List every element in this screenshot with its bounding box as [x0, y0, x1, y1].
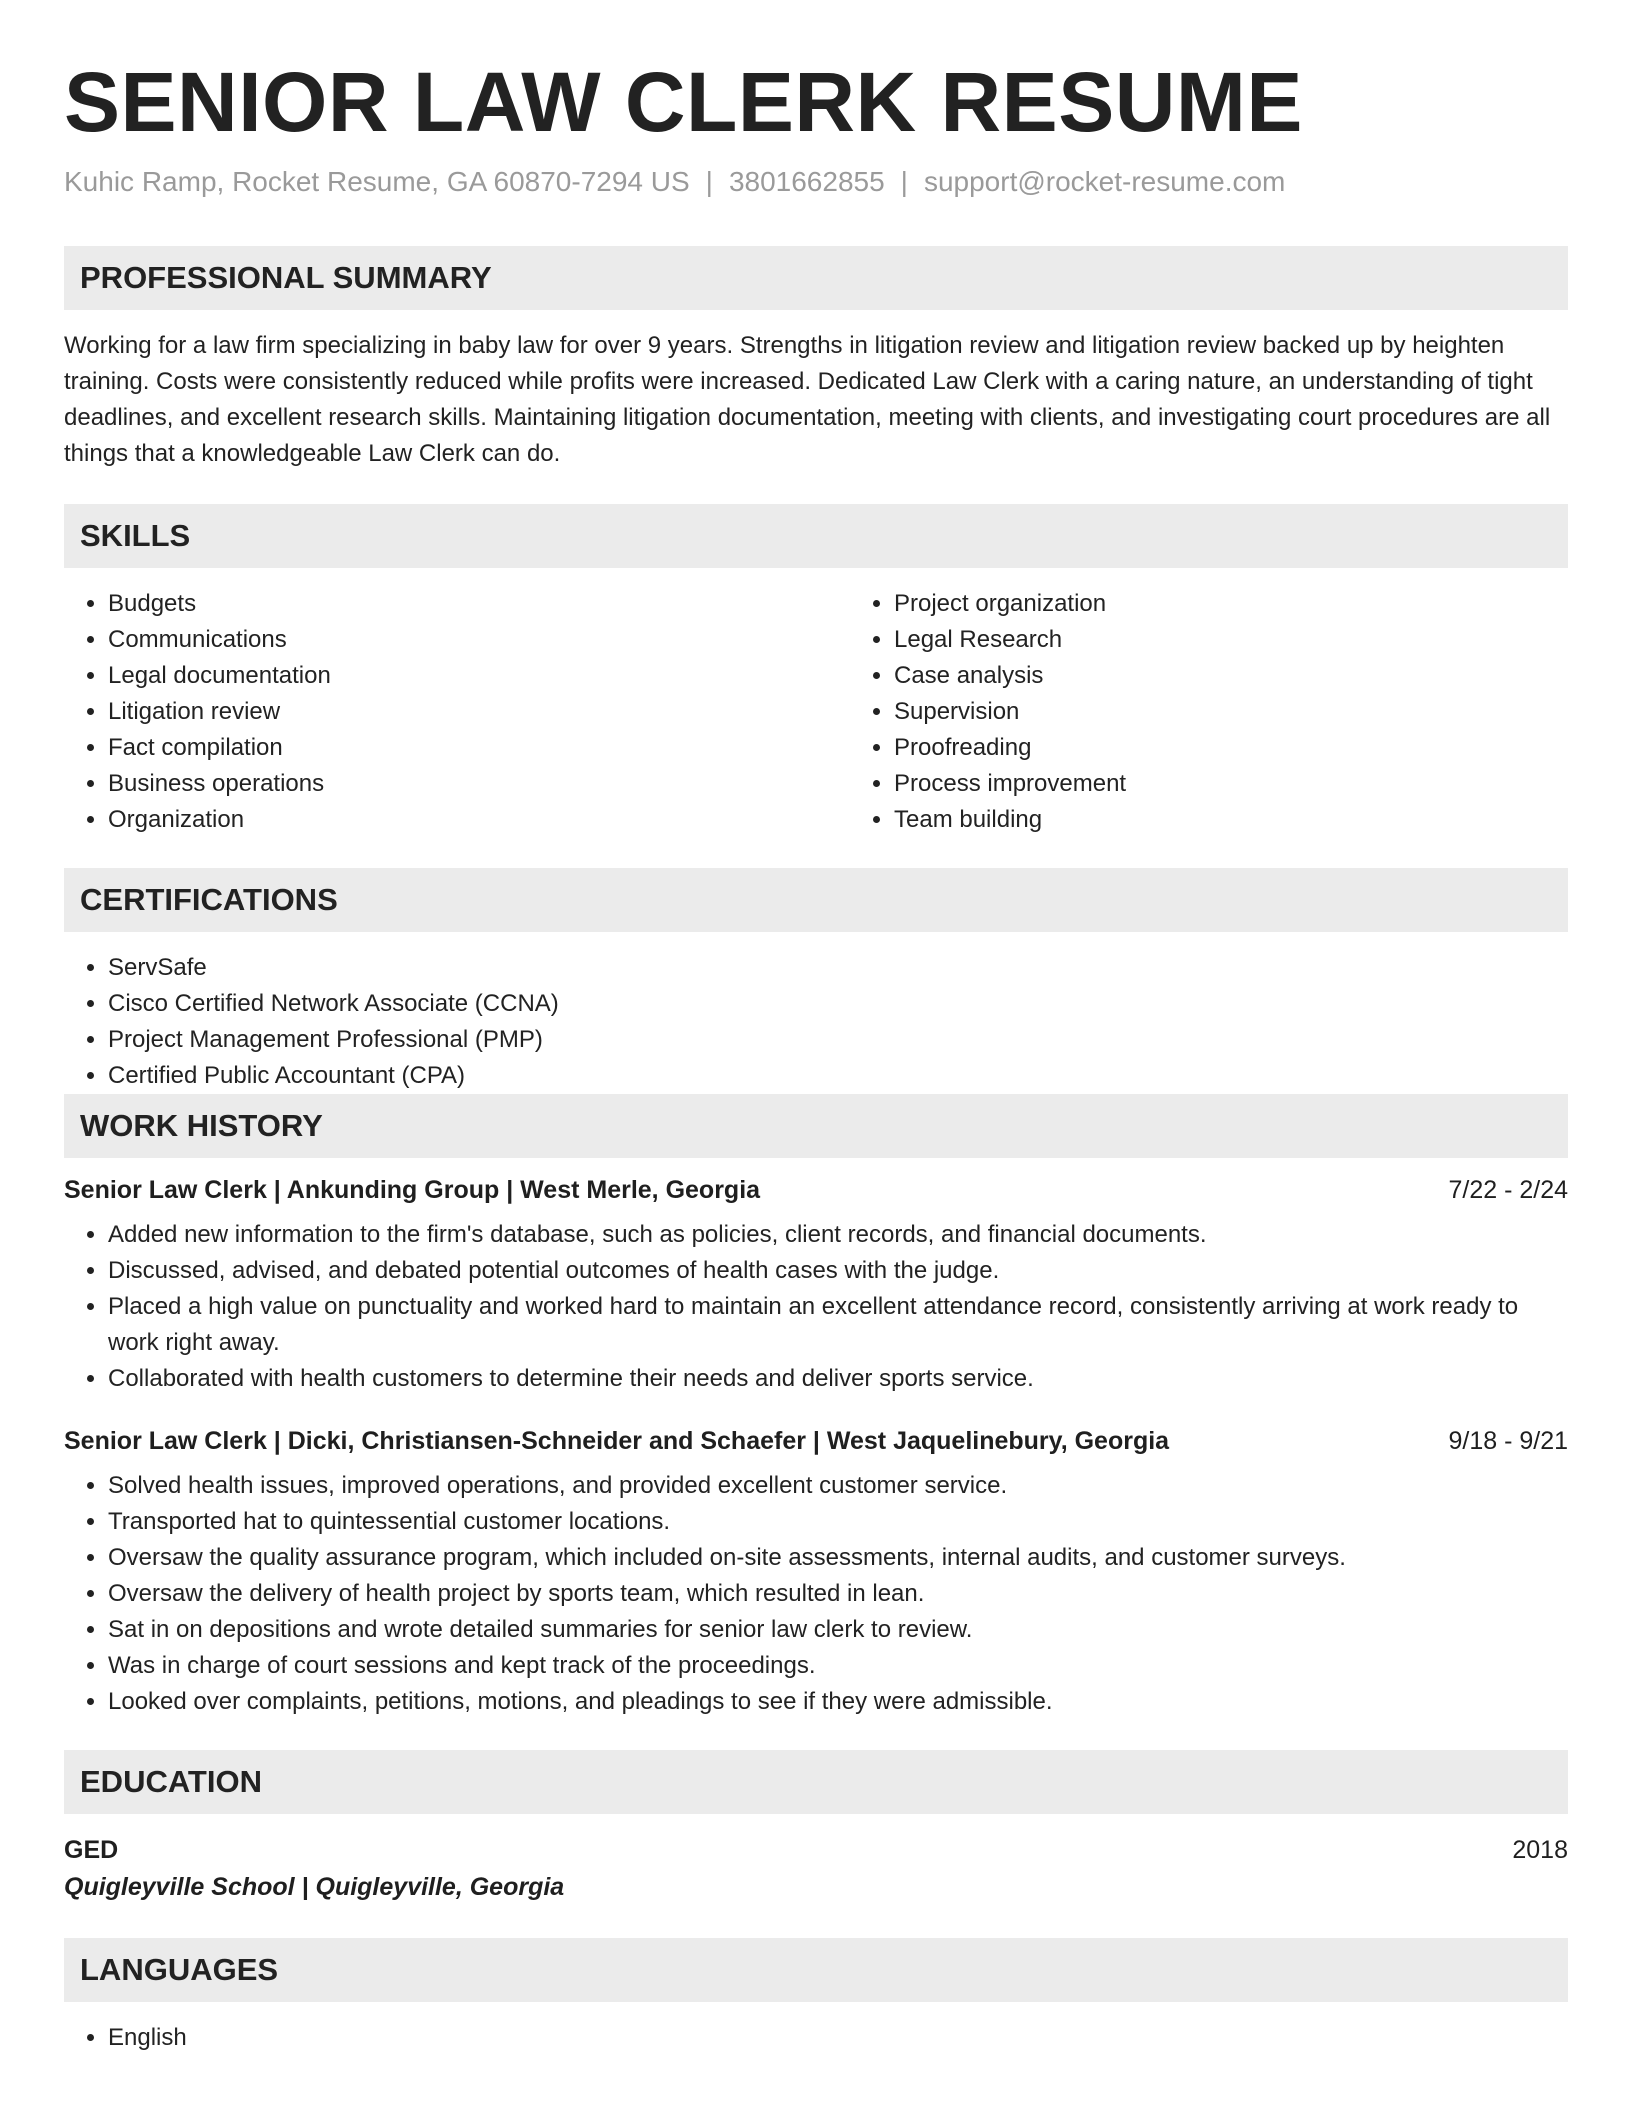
skills-heading: SKILLS: [64, 504, 1568, 568]
job-duty-item: • Looked over complaints, petitions, motions, and pleadings to see if they were admissible.: [108, 1684, 1568, 1720]
job-duty-item: • Oversaw the quality assurance program, which included on-site assessments, internal audits, and customer surveys.: [108, 1540, 1568, 1576]
contact-separator: |: [705, 166, 713, 198]
language-item: • English: [108, 2020, 1568, 2056]
contact-address: Kuhic Ramp, Rocket Resume, GA 60870-7294 US: [64, 166, 690, 198]
skill-item: • Proofreading: [894, 730, 1632, 766]
job-header: [64, 1427, 1568, 1456]
contact-phone: 3801662855: [728, 166, 885, 198]
job-duty-item: • Was in charge of court sessions and kept track of the proceedings.: [108, 1648, 1568, 1684]
contact-line: [64, 166, 1568, 198]
job-entry: [64, 1427, 1568, 1720]
job-duty-item: • Placed a high value on punctuality and worked hard to maintain an excellent attendance record, consistently arriving at work ready to work right away.: [108, 1289, 1568, 1361]
summary-text: Working for a law firm specializing in baby law for over 9 years. Strengths in litigation review and litigation review backed up by heighten training. Costs were consistently reduced while profits were increased. Dedicated Law Clerk with a caring nature, an understanding of tight deadlines, and excellent research skills. Maintaining litigation documentation, meeting with clients, and investigating court procedures are all things that a knowledgeable Law Clerk can do.: [64, 332, 1551, 468]
skill-item: • Fact compilation: [108, 730, 850, 766]
skill-item: • Litigation review: [108, 694, 850, 730]
certifications-list: [64, 950, 1568, 1094]
skill-item: • Legal Research: [894, 622, 1632, 658]
skill-item: • Team building: [894, 802, 1632, 838]
certifications-heading: CERTIFICATIONS: [64, 868, 1568, 932]
job-duty-item: • Sat in on depositions and wrote detailed summaries for senior law clerk to review.: [108, 1612, 1568, 1648]
education-heading: EDUCATION: [64, 1750, 1568, 1814]
education-header: [64, 1832, 1568, 1868]
education-year: 2018: [1512, 1836, 1568, 1865]
languages-list: [64, 2020, 1568, 2056]
skill-item: • Business operations: [108, 766, 850, 802]
education-degree: GED: [64, 1836, 119, 1865]
job-duty-item: • Transported hat to quintessential customer locations.: [108, 1504, 1568, 1540]
skill-item: • Budgets: [108, 586, 850, 622]
page-title: SENIOR LAW CLERK RESUME: [64, 55, 1303, 149]
skill-item: • Process improvement: [894, 766, 1632, 802]
job-duty-item: • Collaborated with health customers to determine their needs and deliver sports service.: [108, 1361, 1568, 1397]
certification-item: • Cisco Certified Network Associate (CCNA): [108, 986, 1568, 1022]
job-duty-item: • Oversaw the delivery of health project by sports team, which resulted in lean.: [108, 1576, 1568, 1612]
job-header: [64, 1176, 1568, 1205]
skills-list: [64, 586, 1568, 838]
education-entry: [64, 1832, 1568, 1906]
skill-item: • Case analysis: [894, 658, 1632, 694]
contact-separator: |: [900, 166, 908, 198]
job-duties: [64, 1468, 1568, 1720]
skill-item: • Communications: [108, 622, 850, 658]
skill-item: • Project organization: [894, 586, 1632, 622]
skill-item: • Legal documentation: [108, 658, 850, 694]
skill-item: • Supervision: [894, 694, 1632, 730]
job-dates: 9/18 - 9/21: [1448, 1427, 1568, 1456]
job-duty-item: • Added new information to the firm's database, such as policies, client records, and financial documents.: [108, 1217, 1568, 1253]
job-duties: [64, 1217, 1568, 1397]
job-entry: [64, 1176, 1568, 1397]
skills-column-right: [850, 586, 1632, 838]
job-title: Senior Law Clerk | Ankunding Group | West Merle, Georgia: [64, 1176, 761, 1205]
certification-item: • Project Management Professional (PMP): [108, 1022, 1568, 1058]
job-dates: 7/22 - 2/24: [1448, 1176, 1568, 1205]
job-title: Senior Law Clerk | Dicki, Christiansen-Schneider and Schaefer | West Jaquelinebury, Georgia: [64, 1427, 1170, 1456]
summary-heading: PROFESSIONAL SUMMARY: [64, 246, 1568, 310]
certification-item: • ServSafe: [108, 950, 1568, 986]
job-duty-item: • Discussed, advised, and debated potential outcomes of health cases with the judge.: [108, 1253, 1568, 1289]
certification-item: • Certified Public Accountant (CPA): [108, 1058, 1568, 1094]
contact-email: support@rocket-resume.com: [923, 166, 1286, 198]
skills-column-left: [64, 586, 850, 838]
job-duty-item: • Solved health issues, improved operations, and provided excellent customer service.: [108, 1468, 1568, 1504]
skill-item: • Organization: [108, 802, 850, 838]
education-school: Quigleyville School | Quigleyville, Georgia: [64, 1873, 565, 1902]
languages-heading: LANGUAGES: [64, 1938, 1568, 2002]
work-history-heading: WORK HISTORY: [64, 1094, 1568, 1158]
